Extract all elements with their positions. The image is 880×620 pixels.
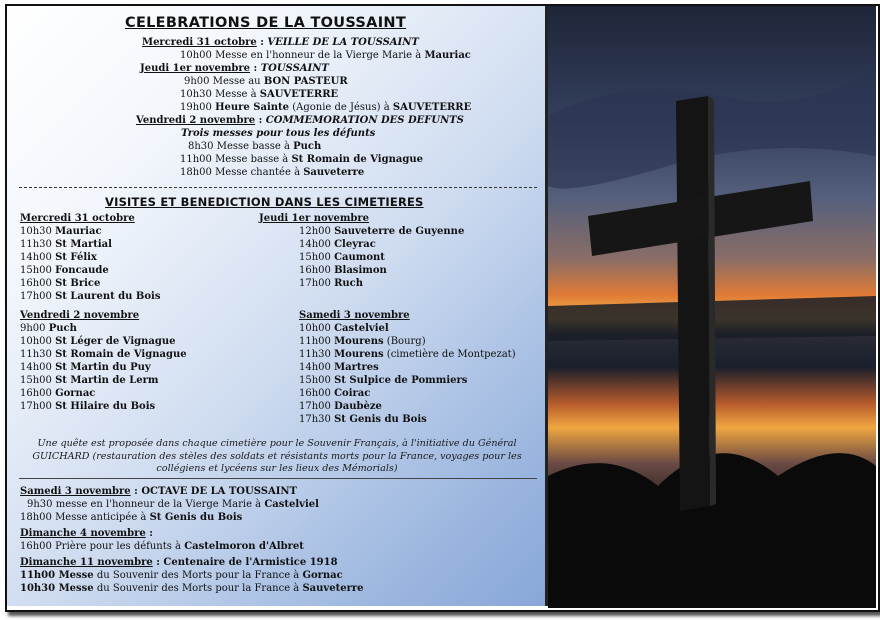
col2-row: 15h00 Caumont [299, 252, 385, 263]
col3-row: 9h00 Puch [20, 323, 77, 334]
col3-row: 10h00 St Léger de Vignague [20, 336, 176, 347]
col4-row: 10h00 Castelviel [299, 323, 389, 334]
col1-row: 15h00 Foncaude [20, 265, 109, 276]
cross-sunset-photo [548, 6, 876, 608]
divider [19, 187, 537, 188]
col3-row: 17h00 St Hilaire du Bois [20, 401, 156, 412]
oct31-line1: 10h00 Messe en l'honneur de la Vierge Marie à Mauriac [180, 50, 471, 61]
oct31-name: VEILLE DE LA TOUSSAINT [267, 37, 419, 48]
nov4-line1: 16h00 Prière pour les défunts à Castelmoron d'Albret [20, 541, 304, 552]
col2-row: 17h00 Ruch [299, 278, 364, 289]
col1-row: 17h00 St Laurent du Bois [20, 291, 161, 302]
nov3-line2: 18h00 Messe anticipée à St Genis du Bois [20, 512, 243, 523]
quete-note: Une quête est proposée dans chaque cimetière pour le Souvenir Français, à l'initiative du Général GUICHARD (restauration des stèles des soldats et résistants morts pour la France, voyages pour les collégiens et lycéens sur les lieux des Mémorials) [32, 438, 522, 474]
col4-row: 17h00 Daubèze [299, 401, 382, 412]
nov3-date: Samedi 3 novembre [20, 486, 131, 497]
nov2-subtitle: Trois messes pour tous les défunts [181, 128, 376, 139]
nov2-date: Vendredi 2 novembre [136, 115, 256, 126]
nov11-date: Dimanche 11 novembre [20, 557, 153, 568]
col4-row: 17h30 St Genis du Bois [299, 414, 427, 425]
main-title: CELEBRATIONS DE LA TOUSSAINT [125, 15, 407, 31]
nov1-line2: 10h30 Messe à SAUVETERRE [180, 89, 339, 100]
nov1-line3: 19h00 Heure Sainte (Agonie de Jésus) à SAUVETERRE [180, 102, 472, 113]
col3-row: 15h00 St Martin de Lerm [20, 375, 159, 386]
col1-row: 16h00 St Brice [20, 278, 101, 289]
nov3-line1: 9h30 messe en l'honneur de la Vierge Marie à Castelviel [27, 499, 319, 510]
nov2-header: Vendredi 2 novembre : COMMEMORATION DES DEFUNTS [136, 115, 464, 126]
col1-row: 11h30 St Martial [20, 239, 112, 250]
nov2-name: COMMEMORATION DES DEFUNTS [265, 115, 464, 126]
col4-row: 16h00 Coirac [299, 388, 371, 399]
schedule-panel [7, 6, 548, 606]
nov3-name: OCTAVE DE LA TOUSSAINT [141, 486, 297, 497]
nov1-date: Jeudi 1er novembre [140, 63, 251, 74]
nov2-line1: 8h30 Messe basse à Puch [188, 141, 322, 152]
nov1-name: TOUSSAINT [260, 63, 329, 74]
col4-head: Samedi 3 novembre [299, 310, 410, 321]
col4-row: 11h30 Mourens (cimetière de Montpezat) [299, 349, 516, 360]
col4-row: 14h00 Martres [299, 362, 379, 373]
cross-image [548, 6, 876, 608]
col1-head: Mercredi 31 octobre [20, 213, 135, 224]
nov2-line2: 11h00 Messe basse à St Romain de Vignague [180, 154, 423, 165]
col2-head: Jeudi 1er novembre [259, 213, 370, 224]
col2-row: 12h00 Sauveterre de Guyenne [299, 226, 465, 237]
col3-row: 11h30 St Romain de Vignague [20, 349, 187, 360]
visits-title: VISITES ET BENEDICTION DANS LES CIMETIERES [105, 195, 424, 209]
nov2-line3: 18h00 Messe chantée à Sauveterre [180, 167, 365, 178]
col2-row: 14h00 Cleyrac [299, 239, 376, 250]
nov1-line1: 9h00 Messe au BON PASTEUR [184, 76, 348, 87]
nov4-date: Dimanche 4 novembre [20, 528, 146, 539]
col3-row: 16h00 Gornac [20, 388, 96, 399]
col1-row: 14h00 St Félix [20, 252, 97, 263]
nov11-name: Centenaire de l'Armistice 1918 [163, 557, 338, 568]
col3-head: Vendredi 2 novembre [20, 310, 140, 321]
nov11-line1: 11h00 Messe du Souvenir des Morts pour la France à Gornac [20, 570, 343, 581]
col4-row: 15h00 St Sulpice de Pommiers [299, 375, 468, 386]
oct31-header: Mercredi 31 octobre : VEILLE DE LA TOUSSAINT [142, 37, 419, 48]
col3-row: 14h00 St Martin du Puy [20, 362, 151, 373]
nov1-header: Jeudi 1er novembre : TOUSSAINT [140, 63, 329, 74]
nov4-header: Dimanche 4 novembre : [20, 528, 153, 539]
nov11-header: Dimanche 11 novembre : Centenaire de l'Armistice 1918 [20, 557, 338, 568]
col4-row: 11h00 Mourens (Bourg) [299, 336, 426, 347]
col2-row: 16h00 Blasimon [299, 265, 387, 276]
nov3-header: Samedi 3 novembre : OCTAVE DE LA TOUSSAINT [20, 486, 297, 497]
nov11-line2: 10h30 Messe du Souvenir des Morts pour la France à Sauveterre [20, 583, 364, 594]
divider-2 [19, 478, 537, 479]
col1-row: 10h30 Mauriac [20, 226, 102, 237]
oct31-date: Mercredi 31 octobre [142, 37, 257, 48]
